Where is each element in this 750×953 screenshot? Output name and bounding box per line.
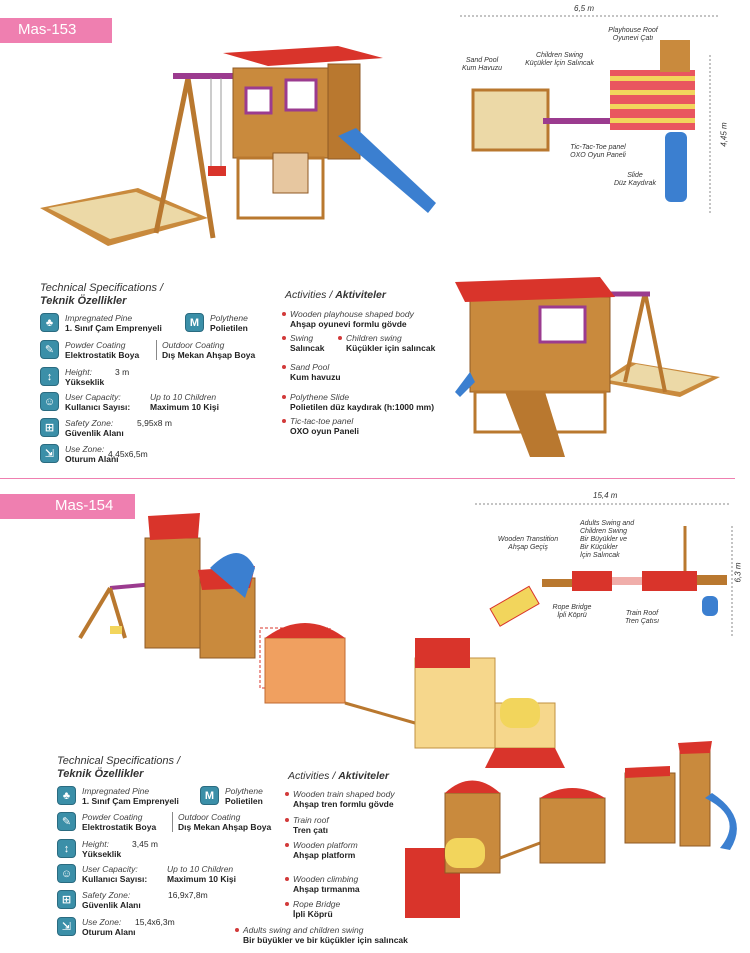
activity-item: Wooden train shaped body Ahşap tren formlu gövde [285,789,395,809]
spec-height-value: 3,45 m [132,839,158,849]
plan-label-swings: Adults Swing and Children Swing Bir Büyükler ve Bir Küçükler İçin Salıncak [580,520,635,559]
height-icon: ↕ [57,839,76,858]
spec-outdoor-coating: Outdoor Coating Dış Mekan Ahşap Boya [172,812,271,832]
spec-height: ↕ Height: Yükseklik [57,839,121,859]
spec-capacity-value: Up to 10 Children Maximum 10 Kişi [167,864,236,884]
plan-label-train-roof: Train Roof Tren Çatısı [624,610,660,625]
spec-coating: ✎ Powder Coating Elektrostatik Boya [40,340,139,360]
spec-capacity: ☺ User Capacity: Kullanıcı Sayısı: [40,392,130,412]
specs-title: Technical Specifications / Teknik Özellikler [57,755,181,780]
spec-height: ↕ Height: Yükseklik [40,367,104,387]
children-icon: ☺ [40,392,59,411]
activity-item: Wooden playhouse shaped body Ahşap oyunevi formlu gövde [282,309,414,329]
spec-capacity-value: Up to 10 Children Maximum 10 Kişi [150,392,219,412]
spec-safety-zone: ⊞ Safety Zone: Güvenlik Alanı [40,418,124,438]
plan-view-mas153 [455,10,735,230]
activity-item: Adults swing and children swing Bir büyükler ve bir küçükler için salıncak [235,925,408,945]
spec-coating: ✎ Powder Coating Elektrostatik Boya [57,812,156,832]
activities-title: Activities / Aktiviteler [288,770,389,782]
height-icon: ↕ [40,367,59,386]
plan-height-dimension: 6,3 m [733,562,743,583]
spec-capacity: ☺ User Capacity: Kullanıcı Sayısı: [57,864,147,884]
spec-polythene: M Polythene Polietilen [185,313,248,333]
plan-label-playhouse-roof: Playhouse Roof Oyunevi Çatı [608,27,658,42]
plan-width-dimension: 6,5 m [574,4,595,13]
spec-outdoor-coating: Outdoor Coating Dış Mekan Ahşap Boya [156,340,255,360]
activity-item: Sand Pool Kum havuzu [282,362,341,382]
pine-tree-icon: ♣ [40,313,59,332]
plan-label-children-swing: Children Swing Küçükler İçin Salıncak [525,52,594,67]
product-code-tag: Mas-153 [0,18,112,43]
paint-icon: ✎ [57,812,76,831]
spec-safety-value: 5,95x8 m [137,418,172,428]
spec-use-value: 15,4x6,3m [135,917,175,927]
product-render-mas153 [38,28,438,248]
use-zone-icon: ⇲ [40,444,59,463]
polythene-icon: M [200,786,219,805]
activity-item: Children swing Küçükler için salıncak [338,333,435,353]
safety-zone-icon: ⊞ [40,418,59,437]
children-icon: ☺ [57,864,76,883]
safety-zone-icon: ⊞ [57,890,76,909]
spec-use-zone: ⇲ Use Zone: Oturum Alanı [57,917,136,937]
spec-height-value: 3 m [115,367,130,377]
activity-item: Polythene Slide Polietilen düz kaydırak (h:1000 mm) [282,392,434,412]
plan-height-dimension: 4,45 m [719,122,729,147]
spec-use-value: 4,45x6,5m [108,449,148,459]
spec-material: ♣ Impregnated Pine 1. Sınıf Çam Emprenyeli [40,313,162,333]
use-zone-icon: ⇲ [57,917,76,936]
activity-item: Wooden platform Ahşap platform [285,840,358,860]
spec-polythene: M Polythene Polietilen [200,786,263,806]
activity-item: Train roof Tren çatı [285,815,329,835]
paint-icon: ✎ [40,340,59,359]
spec-use-zone: ⇲ Use Zone: Oturum Alanı [40,444,119,464]
section-divider [0,478,735,479]
plan-width-dimension: 15,4 m [593,491,618,500]
activities-title: Activities / Aktiviteler [285,289,386,301]
plan-view-mas154 [470,496,745,646]
specs-title: Technical Specifications / Teknik Özellikler [40,282,164,307]
plan-label-tic-tac-toe: Tic-Tac-Toe panel OXO Oyun Paneli [570,144,626,159]
spec-safety-zone: ⊞ Safety Zone: Güvenlik Alanı [57,890,141,910]
spec-safety-value: 16,9x7,8m [168,890,208,900]
activity-item: Tic-tac-toe panel OXO oyun Paneli [282,416,359,436]
plan-label-rope-bridge: Rope Bridge İpli Köprü [552,604,592,619]
activity-item: Wooden climbing Ahşap tırmanma [285,874,360,894]
plan-label-slide: Slide Düz Kaydırak [613,172,657,187]
plan-label-sand-pool: Sand Pool Kum Havuzu [461,57,503,72]
activity-item: Rope Bridge İpli Köprü [285,899,340,919]
polythene-icon: M [185,313,204,332]
pine-tree-icon: ♣ [57,786,76,805]
activity-item: Swing Salıncak [282,333,325,353]
product-code-tag: Mas-154 [0,494,135,519]
spec-material: ♣ Impregnated Pine 1. Sınıf Çam Emprenyeli [57,786,179,806]
plan-label-wooden-transition: Wooden Transtition Ahşap Geçiş [497,536,559,551]
product-render-mas153-back [450,272,730,472]
product-render-mas154-front [400,738,745,928]
